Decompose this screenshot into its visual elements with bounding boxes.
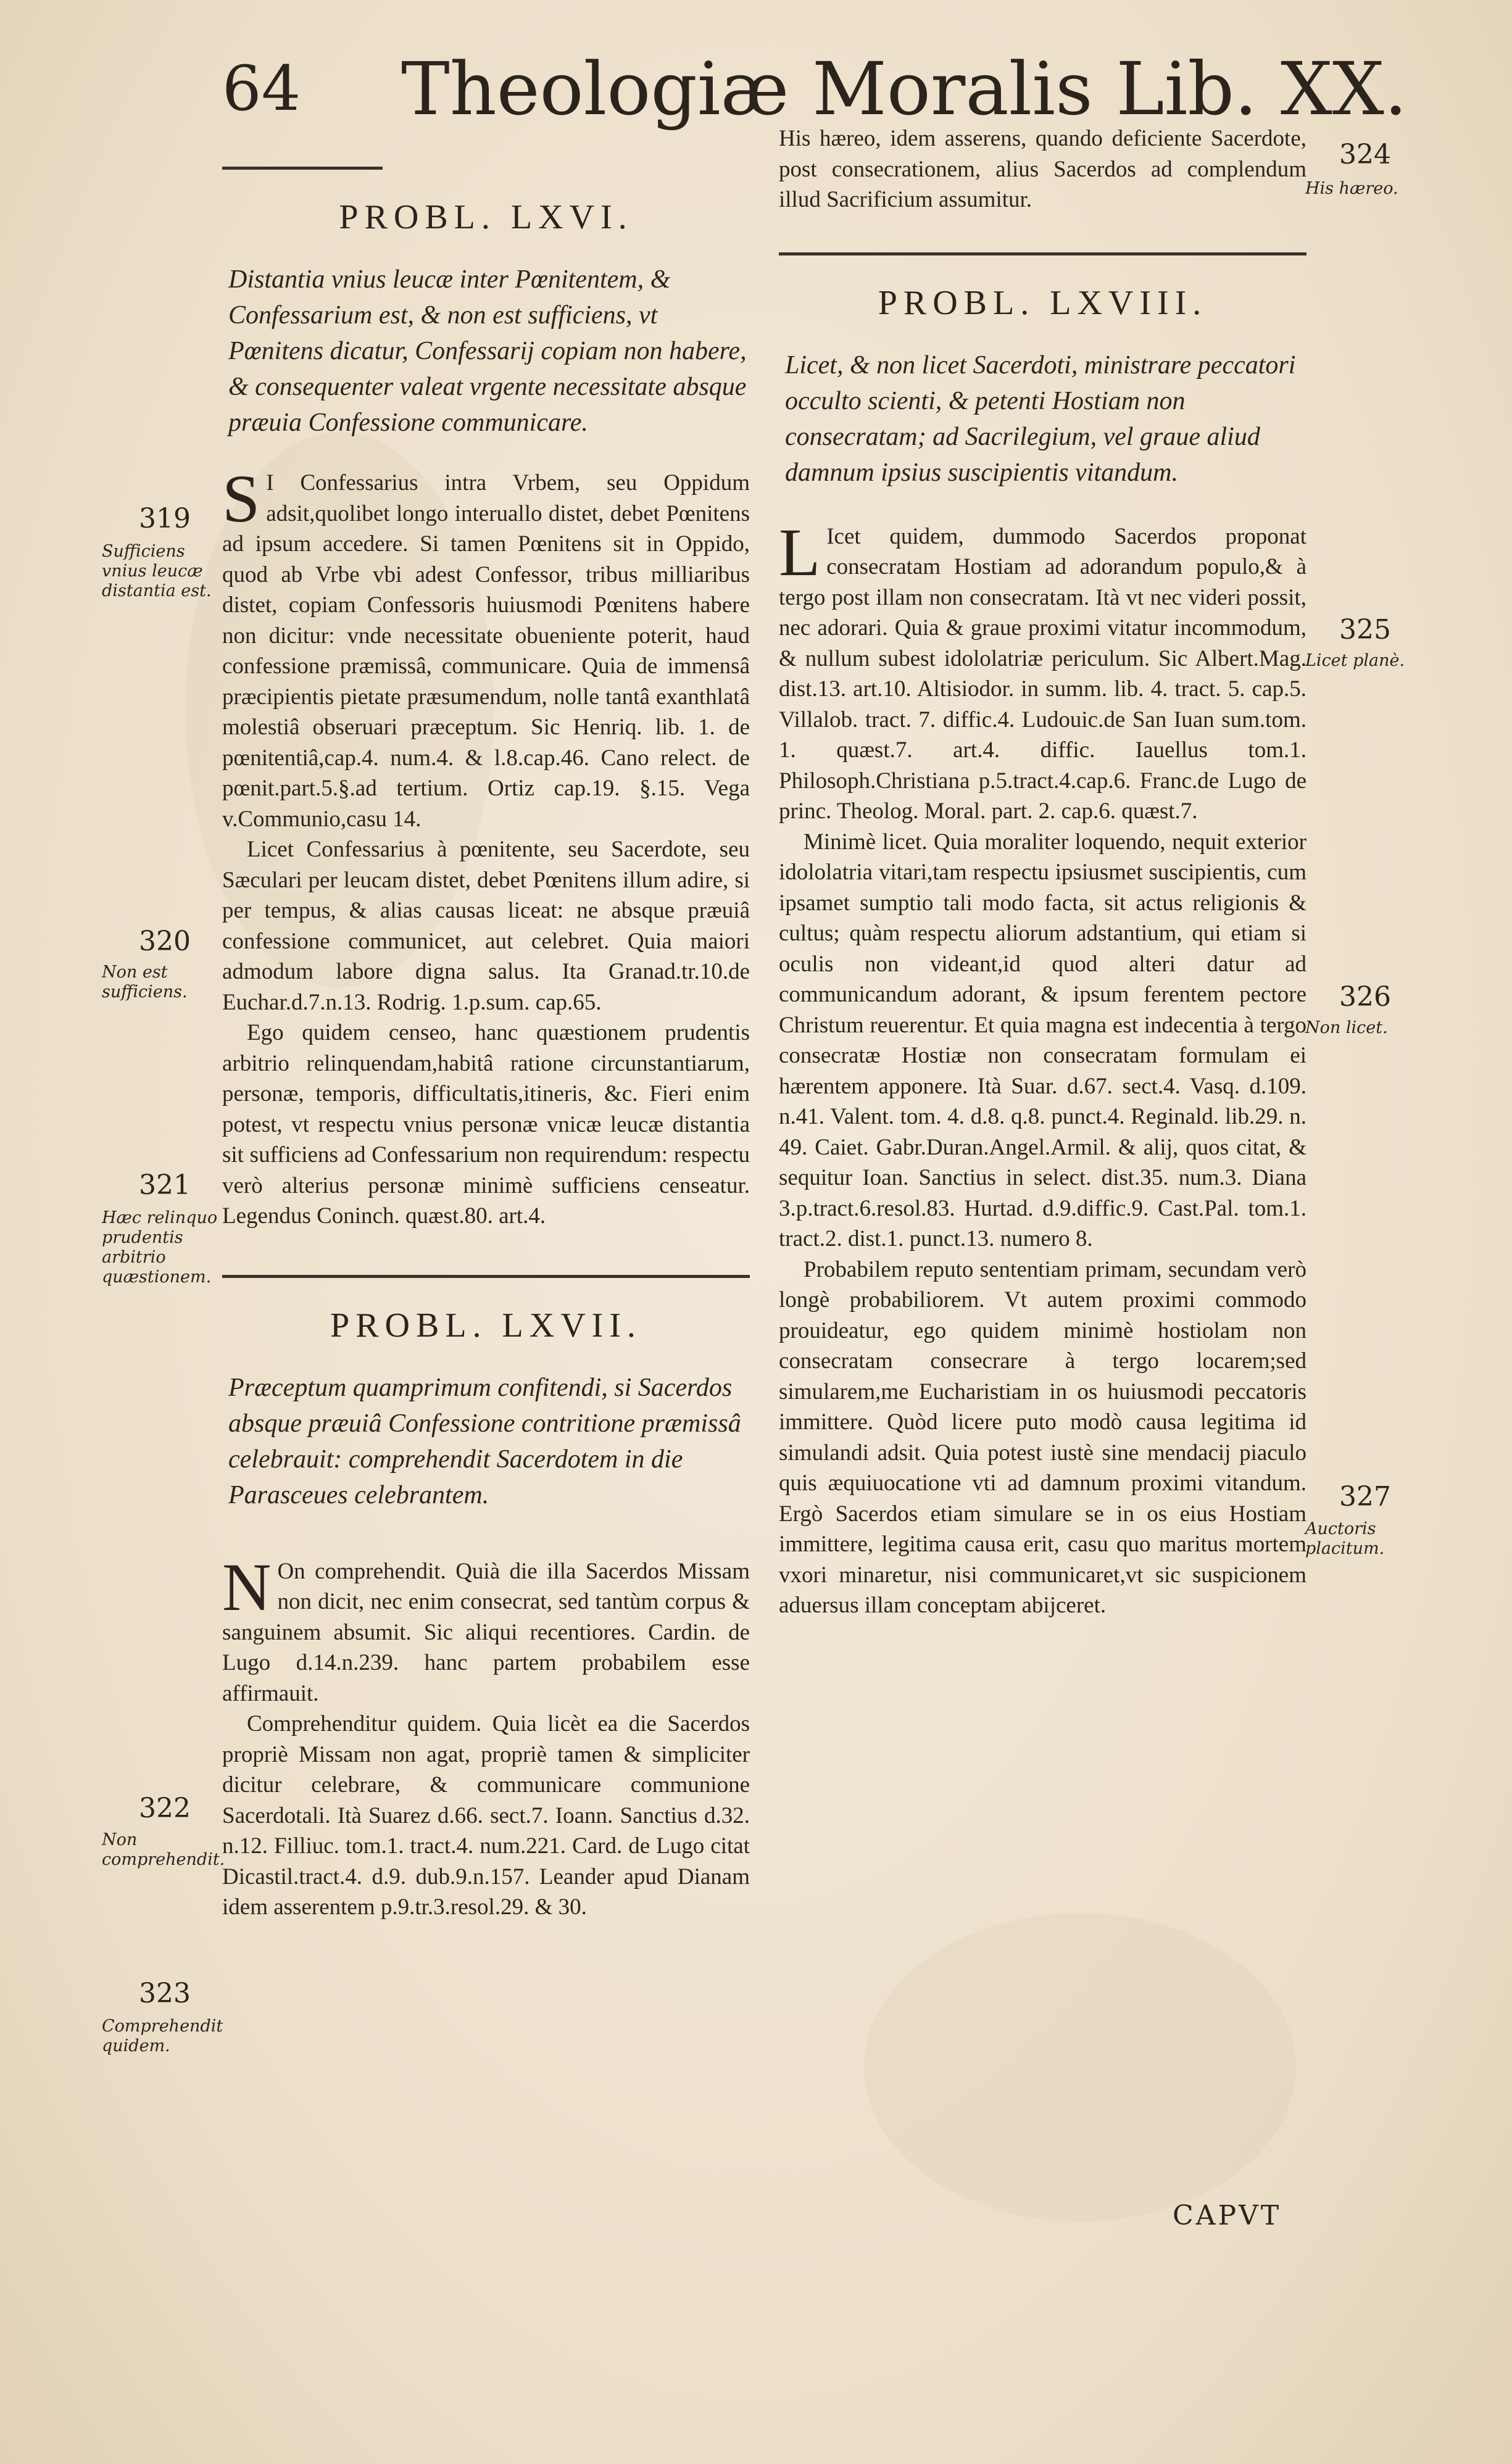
margin-note: Sufficiens vnius leucæ distantia est. bbox=[102, 542, 212, 600]
margin-note: His hæreo. bbox=[1305, 179, 1398, 198]
right-column bbox=[779, 123, 1306, 1621]
margin-note: Non est sufficiens. bbox=[102, 963, 188, 1002]
left-column bbox=[222, 142, 750, 1923]
margin-number: 320 bbox=[139, 926, 191, 957]
section-rule bbox=[222, 167, 383, 170]
drop-cap: L bbox=[779, 514, 821, 590]
margin-note: Hæc relinquo prudentis arbitrio quæstionem. bbox=[102, 1208, 218, 1287]
paragraph-326: Minimè licet. Quia moraliter loquendo, nequit exterior idololatria vitari,tam respectu ipsiusmet suscipientis, cum ipsamet sumptio tali modo facta, sit actus religionis & cultus; quàm respectu aliorum adstantium, qui etiam si oculis non videant,id quod alteri datur ad communicandum adorant, & ipsum ferentem pectore Christum reuerentur. Et quia magna est indecentia à tergo consecratæ Hostiæ non consecratam formulam ei hærentem apponere. Ità Suar. d.67. sect.4. Vasq. d.109. n.41. Valent. tom. 4. d.8. q.8. punct.4. Reginald. lib.29. n. 49. Caiet. Gabr.Duran.Angel.Armil. & alij, quos citat, & sequitur Ioan. Sanctius in select. dist.35. num.3. Diana 3.p.tract.6.resol.83. Hurtad. d.9.diffic.9. Cast.Pal. tom.1. tract.2. dist.1. punct.13. numero 8. bbox=[779, 829, 1306, 1251]
problem-statement-68: Licet, & non licet Sacerdoti, ministrare peccatori occulto scienti, & petenti Hostiam non consecratam; ad Sacrilegium, vel graue aliud damnum ipsius suscipientis vitandum. bbox=[785, 351, 1296, 487]
problem-statement-67: Præceptum quamprimum confitendi, si Sacerdos absque præuiâ Confessione contritione præmissâ celebrauit: comprehendit Sacerdotem in die Parasceues celebrantem. bbox=[228, 1373, 741, 1509]
margin-number: 325 bbox=[1339, 614, 1391, 645]
paragraph-322: N On comprehendit. Quià die illa Sacerdos Missam non dicit, nec enim consecrat, sed tantùm corpus & sanguinem absumit. Sic aliqui recentiores. Cardin. de Lugo d.14.n.239. hanc partem probabilem esse affirmauit. bbox=[222, 1549, 750, 1706]
problem-statement-66: Distantia vnius leucæ inter Pœnitentem, & Confessarium est, & non est sufficiens, vt Pœnitens dicatur, Confessarij copiam non habere, & consequenter valeat vrgente necessitate absque præuia Confessione communicare. bbox=[228, 265, 747, 437]
margin-number: 324 bbox=[1339, 139, 1391, 170]
margin-note: Non comprehendit. bbox=[102, 1830, 225, 1869]
paragraph-319: S I Confessarius intra Vrbem, seu Oppidum adsit,quolibet longo interuallo distet, debet Pœnitens ad ipsum accedere. Si tamen Pœnitens sit in Oppido, quod ab Vrbe vbi adest Confessor, tribus milliaribus distet, copiam Confessoris huiusmodi Pœnitens habere non dicitur: vnde necessitate obueniente poterit, haud confessione præmissâ, communicare. Quia de immensâ præcipientis pietate præsumendum, nolle tantâ exanthlatâ molestiâ obseruari præceptum. Sic Henriq. lib. 1. de pœnitentiâ,cap.4. num.4. & l.8.cap.46. Cano relect. de pœnit.part.5.§.ad tertium. Ortiz cap.19. §.15. Vega v.Communio,casu 14. bbox=[222, 461, 750, 832]
section-rule bbox=[779, 252, 1306, 255]
paragraph-323: Comprehenditur quidem. Quia licèt ea die Sacerdos propriè Missam non agat, propriè tamen & simpliciter dicitur celebrare, & communicare communione Sacerdotali. Ità Suarez d.66. sect.7. Ioann. Sanctius d.32. n.12. Filliuc. tom.1. tract.4. num.221. Card. de Lugo citat Dicastil.tract.4. d.9. dub.9.n.157. Leander apud Dianam idem asserentem p.9.tr.3.resol.29. & 30. bbox=[222, 1711, 750, 1920]
margin-note: Licet planè. bbox=[1305, 651, 1405, 670]
paragraph-321: Ego quidem censeo, hanc quæstionem prudentis arbitrio relinquendam,habitâ ratione circunstantiarum, personæ, temporis, difficultatis,itineris, &c. Fieri enim potest, vt respectu vnius personæ vnicæ leucæ distantia sit sufficiens ad Confessarium non requirendum: respectu verò alterius personæ minimè sufficiens censeatur. Legendus Coninch. quæst.80. art.4. bbox=[222, 1020, 750, 1229]
problem-heading-68: PROBL. LXVIII. bbox=[878, 283, 1208, 322]
margin-number: 326 bbox=[1339, 981, 1391, 1013]
section-rule bbox=[222, 1275, 750, 1278]
catchword: CAPVT bbox=[1173, 2200, 1282, 2231]
margin-number: 321 bbox=[139, 1169, 191, 1201]
problem-heading-66: PROBL. LXVI. bbox=[339, 198, 633, 236]
paragraph-320: Licet Confessarius à pœnitente, seu Sacerdote, seu Sæculari per leucam distet, debet Pœnitens illum adire, si per tempus, & alias causas liceat: ne absque præuiâ confessione communicet, aut celebret. Quia maiori admodum labore digna salus. Ita Granad.tr.10.de Euchar.d.7.n.13. Rodrig. 1.p.sum. cap.65. bbox=[222, 837, 750, 1015]
paragraph-327: Probabilem reputo sententiam primam, secundam verò longè probabiliorem. Vt autem proximi commodo prouideatur, ego quidem minimè hostiolam non consecratam consecrare à tergo locarem;sed simularem,me Eucharistiam in os huiusmodi peccatoris immittere. Quòd licere puto modò causa legitima id simulandi adsit. Quia potest iustè sine mendacij piaculo quis æquiuocatione vti ad damnum proximi vitandum. Ergò Sacerdos etiam simulare se in os eius Hostiam immittere, legitima causa erit, casu quo maritus mortem vxori minaretur, nisi communicaret,vt sic suspicionem aduersus illam conceptam abijceret. bbox=[779, 1256, 1306, 1618]
margin-number: 322 bbox=[139, 1793, 191, 1824]
margin-number: 319 bbox=[139, 503, 191, 534]
running-title: Theologiæ Moralis Lib. XX. bbox=[401, 46, 1408, 131]
problem-heading-67: PROBL. LXVII. bbox=[330, 1306, 642, 1345]
margin-note: Comprehendit quidem. bbox=[102, 2017, 223, 2055]
drop-cap: N bbox=[222, 1549, 272, 1625]
margin-number: 323 bbox=[139, 1978, 191, 2009]
drop-cap: S bbox=[222, 461, 260, 536]
margin-note: Auctoris placitum. bbox=[1305, 1519, 1385, 1558]
page-number: 64 bbox=[222, 52, 301, 125]
paragraph-324: His hæreo, idem asserens, quando deficiente Sacerdote, post consecrationem, alius Sacerdos ad complendum illud Sacrificium assumitur. bbox=[779, 126, 1306, 212]
page-header bbox=[222, 34, 1408, 131]
margin-number: 327 bbox=[1339, 1481, 1391, 1512]
paragraph-325: L Icet quidem, dummodo Sacerdos proponat consecratam Hostiam ad adorandum populo,& à tergo post illam non consecratam. Ità vt nec videri possit, nec adorari. Quia & graue proximi vitatur incommodum, & nullum subest idololatriæ periculum. Sic Albert.Mag. dist.13. art.10. Altisiodor. in summ. lib. 4. tract. 5. cap.5. Villalob. tract. 7. diffic.4. Ludouic.de San Iuan sum.tom. 1. quæst.7. art.4. diffic. Iauellus tom.1. Philosoph.Christiana p.5.tract.4.cap.6. Franc.de Lugo de princ. Theolog. Moral. part. 2. cap.6. quæst.7. bbox=[779, 514, 1306, 824]
margin-note: Non licet. bbox=[1305, 1018, 1388, 1037]
